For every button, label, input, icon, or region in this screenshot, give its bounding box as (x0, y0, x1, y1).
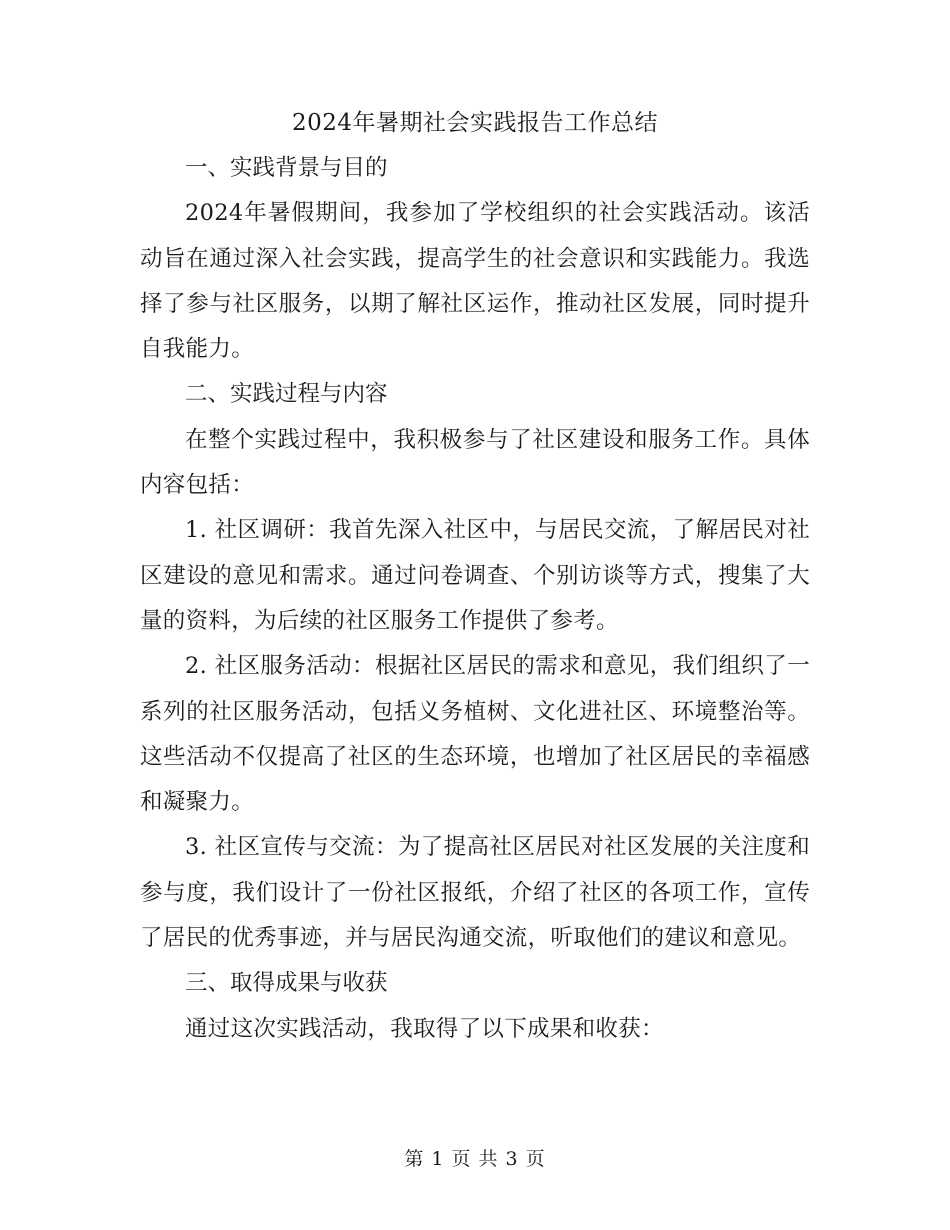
document-title: 2024年暑期社会实践报告工作总结 (291, 110, 659, 136)
section-heading-results: 三、取得成果与收获 (185, 970, 388, 997)
list-item-service: 2. 社区服务活动：根据社区居民的需求和意见，我们组织了一系列的社区服务活动，包括义务植树、文化进社区、环境整治等。这些活动不仅提高了社区的生态环境，也增加了社区居民的幸福感和凝聚力。 (140, 653, 810, 816)
section-heading-background: 一、实践背景与目的 (185, 155, 388, 181)
document-body (140, 100, 810, 1052)
page-footer: 第 1 页 共 3 页 (404, 1148, 546, 1170)
section-heading-process: 二、实践过程与内容 (185, 381, 388, 408)
paragraph-process-intro: 在整个实践过程中，我积极参与了社区建设和服务工作。具体内容包括： (140, 426, 810, 499)
list-item-survey: 1. 社区调研：我首先深入社区中，与居民交流，了解居民对社区建设的意见和需求。通过问卷调查、个别访谈等方式，搜集了大量的资料，为后续的社区服务工作提供了参考。 (140, 517, 810, 634)
paragraph-results-intro: 通过这次实践活动，我取得了以下成果和收获： (185, 1015, 664, 1042)
paragraph-background: 2024年暑假期间，我参加了学校组织的社会实践活动。该活动旨在通过深入社会实践，提高学生的社会意识和实践能力。我选择了参与社区服务，以期了解社区运作，推动社区发展，同时提升自我能力。 (140, 200, 810, 363)
list-item-publicity: 3. 社区宣传与交流：为了提高社区居民对社区发展的关注度和参与度，我们设计了一份社区报纸，介绍了社区的各项工作，宣传了居民的优秀事迹，并与居民沟通交流，听取他们的建议和意见。 (140, 834, 810, 952)
